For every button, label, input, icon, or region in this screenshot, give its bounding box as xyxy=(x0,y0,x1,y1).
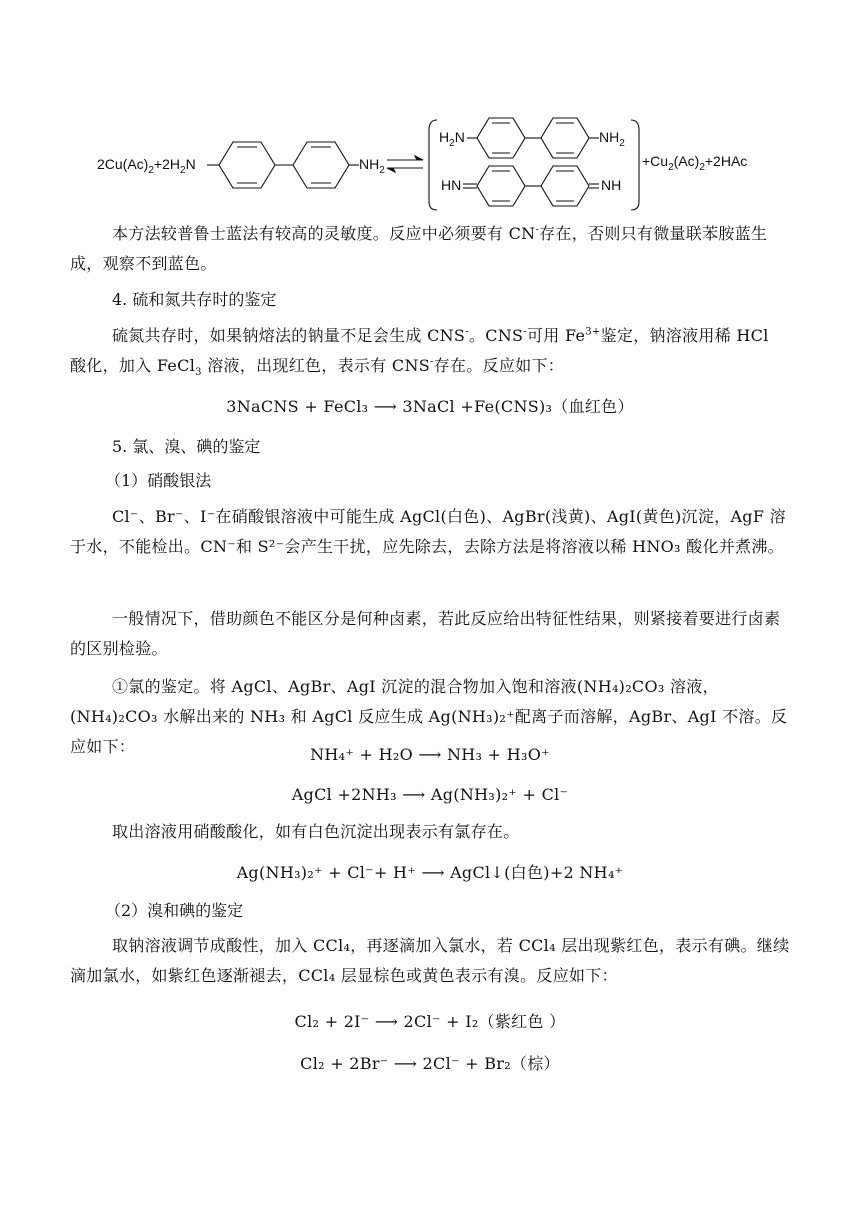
paragraph-cns: 硫氮共存时，如果钠熔法的钠量不足会生成 CNS-。CNS-可用 $Fe^{3+}$鉴定，钠溶液用稀 HCl 酸化，加入 FeCl$_3$ 溶液，出现红色，表示有 CNS-存在。反应如下： xyxy=(70,326,769,379)
equation-bromine: Cl₂ + 2Br⁻ ⟶ 2Cl⁻ + Br₂（棕） xyxy=(300,1054,560,1073)
left-bracket xyxy=(429,120,437,210)
benzidine-reaction-scheme xyxy=(95,112,775,212)
subheading-bromine-iodine: （2）溴和碘的鉴定 xyxy=(105,901,244,920)
heading-halogens: 5. 氯、溴、碘的鉴定 xyxy=(112,437,261,456)
byproducts-label: $+Cu_2(Ac)_2+2HAc$ xyxy=(642,153,748,173)
product-top-benzidine-rings xyxy=(467,118,599,158)
paragraph-acidify: 取出溶液用硝酸酸化，如有白色沉淀出现表示有氯存在。 xyxy=(112,822,520,841)
equation-agcl-precipitate: Ag(NH₃)₂⁺ + Cl⁻+ H⁺ ⟶ AgCl↓(白色)+2 NH₄⁺ xyxy=(236,863,624,882)
reactant-benzidine-rings xyxy=(207,142,359,188)
paragraph-ccl4-test: 取钠溶液调节成酸性，加入 CCl₄，再逐滴加入氯水，若 CCl₄ 层出现紫红色，表示有碘。继续滴加氯水，如紫红色逐渐褪去，CCl₄ 层显棕色或黄色表示有溴。反应如下： xyxy=(70,936,790,985)
paragraph-distinguish-halogens: 一般情况下，借助颜色不能区分是何种卤素，若此反应给出特征性结果，则紧接着要进行卤素的区别检验。 xyxy=(70,609,781,658)
reactant-nh2-label: $NH_2$ xyxy=(359,156,385,176)
subheading-silver-nitrate: （1）硝酸银法 xyxy=(105,471,212,490)
product-top-left-label: $H_2N$ xyxy=(439,129,465,149)
equation-fecl3: 3NaCNS + FeCl₃ ⟶ 3NaCl +Fe(CNS)₃（血红色） xyxy=(226,397,634,416)
product-bottom-right-label: NH xyxy=(601,177,622,193)
right-bracket xyxy=(631,120,639,210)
reactant-label: $2Cu(Ac)_2+2H_2N$ xyxy=(97,156,196,176)
paragraph-sensitivity: 本方法较普鲁士蓝法有较高的灵敏度。反应中必须要有 CN-存在，否则只有微量联苯胺蓝生成，观察不到蓝色。 xyxy=(70,224,768,273)
product-bottom-quinoid-rings xyxy=(463,166,599,206)
paragraph-silver-halides: Cl⁻、Br⁻、I⁻在硝酸银溶液中可能生成 AgCl(白色)、AgBr(浅黄)、AgI(黄色)沉淀，AgF 溶于水，不能检出。CN⁻和 S²⁻会产生干扰，应先除去，去除方法是将溶液以稀 HNO₃ 酸化并煮沸。 xyxy=(70,507,786,556)
product-bottom-left-label: HN xyxy=(441,177,462,193)
paragraph-chlorine-test: ①氯的鉴定。将 AgCl、AgBr、AgI 沉淀的混合物加入饱和溶液(NH₄)₂CO₃ 溶液，(NH₄)₂CO₃ 水解出来的 NH₃ 和 AgCl 反应生成 Ag(NH₃)₂⁺配离子而溶解，AgBr、AgI 不溶。反应如下： xyxy=(70,677,788,756)
equilibrium-arrow xyxy=(387,156,423,172)
heading-sulfur-nitrogen: 4. 硫和氮共存时的鉴定 xyxy=(112,290,277,309)
product-top-right-label: $NH_2$ xyxy=(599,129,625,149)
equation-ammonium-hydrolysis: NH₄⁺ + H₂O ⟶ NH₃ + H₃O⁺ xyxy=(310,745,550,764)
equation-silver-ammine: AgCl +2NH₃ ⟶ Ag(NH₃)₂⁺ + Cl⁻ xyxy=(291,785,569,804)
equation-iodine: Cl₂ + 2I⁻ ⟶ 2Cl⁻ + I₂（紫红色 ） xyxy=(294,1012,566,1031)
